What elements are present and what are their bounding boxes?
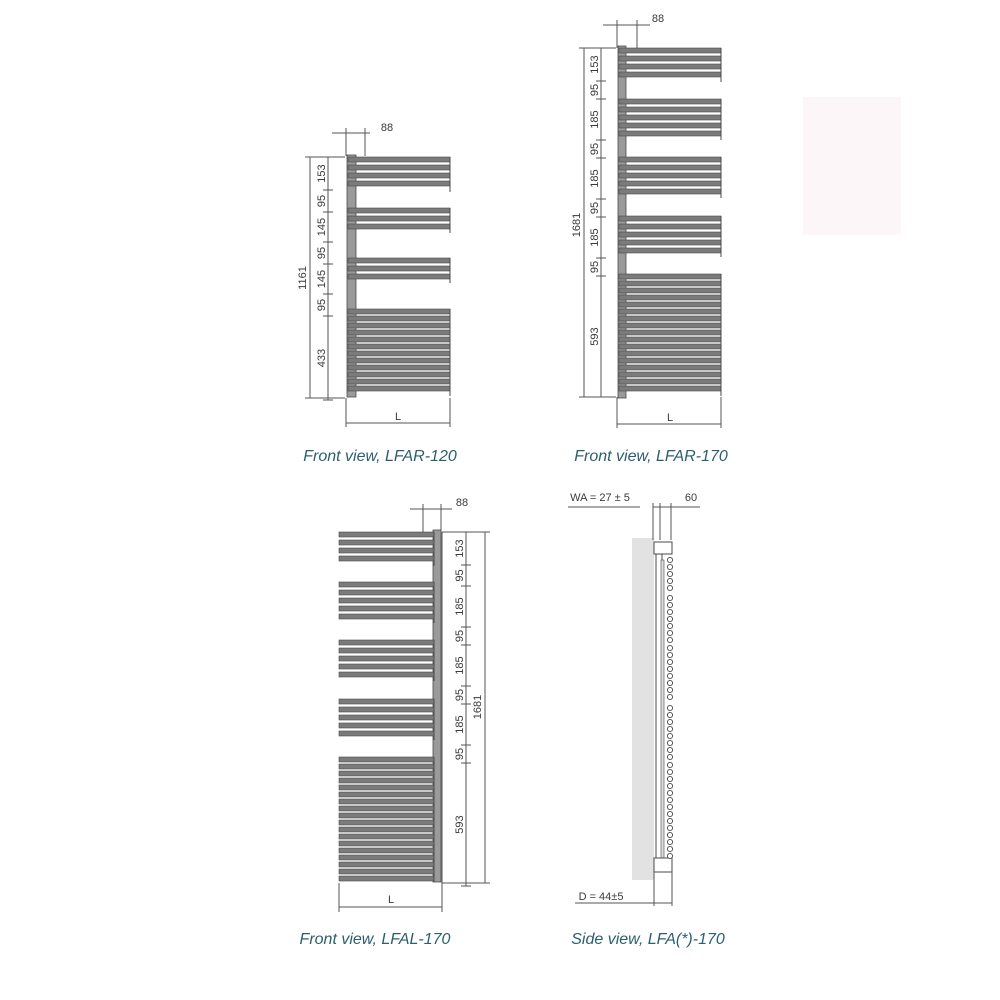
segment-label: 185 xyxy=(589,110,601,129)
radiator-bar xyxy=(348,165,450,170)
radiator-bar xyxy=(339,785,434,790)
bar-group-4 xyxy=(348,309,450,396)
radiator-bar xyxy=(348,323,450,328)
radiator-bar xyxy=(339,548,434,553)
radiator-bar xyxy=(339,590,434,595)
radiator-bar xyxy=(619,302,721,307)
front-view-lfar-120 xyxy=(297,122,450,427)
radiator-bar xyxy=(339,834,434,839)
bar-group-5 xyxy=(339,757,434,882)
bar-end-circle xyxy=(667,694,672,699)
radiator-bar xyxy=(619,351,721,356)
segment-label: 95 xyxy=(454,629,466,643)
bar-end-circle xyxy=(667,595,672,600)
radiator-bar xyxy=(339,813,434,818)
total-height-label: 1681 xyxy=(472,694,484,720)
bar-end-circle xyxy=(667,637,672,642)
radiator-bar xyxy=(339,855,434,860)
radiator-bar xyxy=(339,869,434,874)
segment-label: 185 xyxy=(454,715,466,734)
bar-end-circle xyxy=(667,609,672,614)
bar-end-circle xyxy=(667,687,672,692)
radiator-bar xyxy=(619,309,721,314)
width-label-88: 88 xyxy=(455,497,469,509)
depth-label-60: 60 xyxy=(684,492,698,504)
bottom-bracket xyxy=(654,858,672,872)
radiator-bar xyxy=(619,216,721,221)
bar-end-circle xyxy=(667,747,672,752)
bar-end-circle xyxy=(667,740,672,745)
bar-end-circle xyxy=(667,712,672,717)
radiator-bar xyxy=(348,344,450,349)
segment-label: 185 xyxy=(589,228,601,247)
radiator-bar xyxy=(619,330,721,335)
bar-end-circle xyxy=(667,680,672,685)
segment-label: 433 xyxy=(316,348,328,368)
radiator-bar xyxy=(339,876,434,881)
front-view-lfal-170 xyxy=(339,497,490,912)
radiator-bar xyxy=(348,379,450,384)
wa-label: WA = 27 ± 5 xyxy=(570,492,630,504)
radiator-bar xyxy=(619,64,721,69)
radiator-bar xyxy=(339,614,434,619)
radiator-bar xyxy=(619,99,721,104)
radiator-bar xyxy=(619,56,721,61)
radiator-bar xyxy=(339,806,434,811)
bar-end-circle xyxy=(667,659,672,664)
bar-group-3 xyxy=(348,258,450,283)
bar-group-4 xyxy=(619,216,721,257)
radiator-bar xyxy=(339,672,434,677)
side-tube xyxy=(661,560,664,865)
radiator-bar xyxy=(339,648,434,653)
bar-group-3 xyxy=(619,157,721,198)
bar-end-circle xyxy=(667,630,672,635)
segment-label: 95 xyxy=(316,194,328,208)
radiator-bar xyxy=(619,344,721,349)
radiator-bar xyxy=(348,157,450,162)
width-label-l: L xyxy=(666,412,674,424)
bar-end-circle xyxy=(667,783,672,788)
segment-label: 145 xyxy=(316,269,328,289)
bar-group-2 xyxy=(619,99,721,140)
radiator-bar xyxy=(619,107,721,112)
bar-end-circle xyxy=(667,804,672,809)
radiator-bar xyxy=(339,778,434,783)
bar-end-circle xyxy=(667,825,672,830)
bar-end-circle xyxy=(667,797,672,802)
radiator-bar xyxy=(339,757,434,762)
bar-group-1 xyxy=(339,532,434,566)
bar-group-2 xyxy=(348,208,450,233)
radiator-bar xyxy=(348,173,450,178)
segment-label: 95 xyxy=(589,260,601,274)
radiator-bar xyxy=(619,131,721,136)
bar-end-circle xyxy=(667,705,672,710)
wall xyxy=(632,538,654,880)
radiator-bar xyxy=(339,664,434,669)
segment-label: 95 xyxy=(589,83,601,97)
radiator-bar xyxy=(348,351,450,356)
radiator-bar xyxy=(339,556,434,561)
bar-end-circle xyxy=(667,769,672,774)
caption-lfar-120: Front view, LFAR-120 xyxy=(303,448,457,465)
radiator-bar xyxy=(619,337,721,342)
radiator-bar xyxy=(348,386,450,391)
radiator-bar xyxy=(619,288,721,293)
front-view-lfar-170 xyxy=(571,13,721,428)
radiator-bar xyxy=(348,365,450,370)
radiator-bar xyxy=(348,181,450,186)
segment-label: 153 xyxy=(316,164,328,183)
bar-group-4 xyxy=(339,699,434,740)
radiator-bar xyxy=(619,189,721,194)
bar-end-circle xyxy=(667,571,672,576)
bar-end-circle xyxy=(667,623,672,628)
radiator-bar xyxy=(619,386,721,391)
bar-end-circle xyxy=(667,666,672,671)
bar-end-circle xyxy=(667,602,672,607)
bar-end-circle xyxy=(667,564,672,569)
radiator-bar xyxy=(619,248,721,253)
radiator-bar xyxy=(339,827,434,832)
bar-group-1 xyxy=(619,48,721,82)
radiator-bar xyxy=(619,372,721,377)
radiator-bar xyxy=(348,337,450,342)
segment-label: 145 xyxy=(316,217,328,237)
segment-label: 95 xyxy=(589,201,601,215)
radiator-bar xyxy=(339,715,434,720)
bar-end-circle xyxy=(667,762,672,767)
total-height-label: 1161 xyxy=(297,266,309,290)
side-view-lfa-170 xyxy=(568,492,700,906)
radiator-bar xyxy=(348,358,450,363)
bar-end-circle xyxy=(667,818,672,823)
caption-side-view: Side view, LFA(*)-170 xyxy=(571,931,725,948)
segment-label: 153 xyxy=(589,55,601,74)
radiator-bar xyxy=(339,841,434,846)
radiator-bar xyxy=(619,115,721,120)
segment-label: 95 xyxy=(454,688,466,702)
radiator-bar xyxy=(348,216,450,221)
radiator-bar xyxy=(619,281,721,286)
bar-group-2 xyxy=(339,582,434,623)
radiator-bar xyxy=(339,771,434,776)
radiator-bar xyxy=(619,123,721,128)
radiator-bar xyxy=(339,532,434,537)
radiator-bar xyxy=(339,656,434,661)
bar-end-circle xyxy=(667,832,672,837)
radiator-bar xyxy=(619,365,721,370)
radiator-bar xyxy=(348,316,450,321)
radiator-bar xyxy=(619,323,721,328)
radiator-bar xyxy=(619,316,721,321)
bar-end-circle xyxy=(667,846,672,851)
bar-end-circle xyxy=(667,733,672,738)
radiator-bar xyxy=(339,820,434,825)
segment-label: 95 xyxy=(316,246,328,260)
bar-group-5 xyxy=(619,274,721,396)
radiator-bar xyxy=(348,224,450,229)
d-label: D = 44±5 xyxy=(578,891,624,903)
bar-end-circle xyxy=(667,645,672,650)
width-label-88: 88 xyxy=(651,13,665,25)
segment-label: 593 xyxy=(454,815,466,834)
segment-label: 95 xyxy=(316,298,328,312)
radiator-bar xyxy=(348,274,450,279)
bar-group-3 xyxy=(339,640,434,681)
bar-end-circle xyxy=(667,726,672,731)
radiator-bar xyxy=(619,240,721,245)
bar-end-circle xyxy=(667,557,672,562)
radiator-bar xyxy=(619,72,721,77)
bar-end-circle xyxy=(667,578,672,583)
radiator-bar xyxy=(348,208,450,213)
radiator-bar xyxy=(339,598,434,603)
bar-end-circle xyxy=(667,652,672,657)
bar-end-circle xyxy=(667,585,672,590)
radiator-bar xyxy=(339,606,434,611)
bar-end-circle xyxy=(667,790,672,795)
radiator-bar xyxy=(339,862,434,867)
radiator-bar xyxy=(339,792,434,797)
bar-end-circle xyxy=(667,754,672,759)
radiator-bar xyxy=(619,181,721,186)
width-label-l: L xyxy=(387,894,395,906)
caption-lfar-170: Front view, LFAR-170 xyxy=(574,448,728,465)
radiator-bar xyxy=(339,540,434,545)
radiator-bar xyxy=(339,723,434,728)
bar-end-circle xyxy=(667,853,672,858)
segment-label: 185 xyxy=(454,656,466,675)
radiator-bar xyxy=(619,232,721,237)
radiator-bar xyxy=(619,48,721,53)
radiator-bar xyxy=(619,379,721,384)
bar-end-circle xyxy=(667,616,672,621)
segment-label: 185 xyxy=(454,597,466,616)
radiator-bar xyxy=(348,372,450,377)
bar-end-circle xyxy=(667,673,672,678)
radiator-bar xyxy=(339,731,434,736)
segment-label: 185 xyxy=(589,169,601,188)
bar-end-circle xyxy=(667,776,672,781)
segment-label: 95 xyxy=(589,142,601,156)
top-bracket xyxy=(654,542,672,554)
segment-label: 593 xyxy=(589,327,601,346)
radiator-bar xyxy=(339,764,434,769)
bar-end-circle xyxy=(667,839,672,844)
bar-end-circle xyxy=(667,811,672,816)
radiator-bar xyxy=(619,165,721,170)
radiator-bar xyxy=(339,799,434,804)
radiator-bar xyxy=(619,224,721,229)
radiator-bar xyxy=(339,848,434,853)
radiator-bar xyxy=(348,258,450,263)
radiator-bar xyxy=(339,707,434,712)
radiator-bar xyxy=(619,358,721,363)
radiator-bar xyxy=(348,330,450,335)
radiator-bar xyxy=(619,274,721,279)
radiator-bar xyxy=(339,582,434,587)
width-label-88: 88 xyxy=(380,122,394,134)
radiator-bar xyxy=(619,173,721,178)
radiator-bar xyxy=(348,266,450,271)
segment-label: 95 xyxy=(454,569,466,582)
radiator-bar xyxy=(619,157,721,162)
bar-group-1 xyxy=(348,157,450,192)
radiator-bar xyxy=(339,699,434,704)
segment-label: 95 xyxy=(454,747,466,761)
radiator-bar xyxy=(348,309,450,314)
segment-label: 153 xyxy=(454,539,466,558)
radiator-bar xyxy=(339,640,434,645)
radiator-bar xyxy=(619,295,721,300)
caption-lfal-170: Front view, LFAL-170 xyxy=(299,931,451,948)
bar-end-circle xyxy=(667,719,672,724)
total-height-label: 1681 xyxy=(571,212,583,238)
width-label-l: L xyxy=(394,411,402,423)
